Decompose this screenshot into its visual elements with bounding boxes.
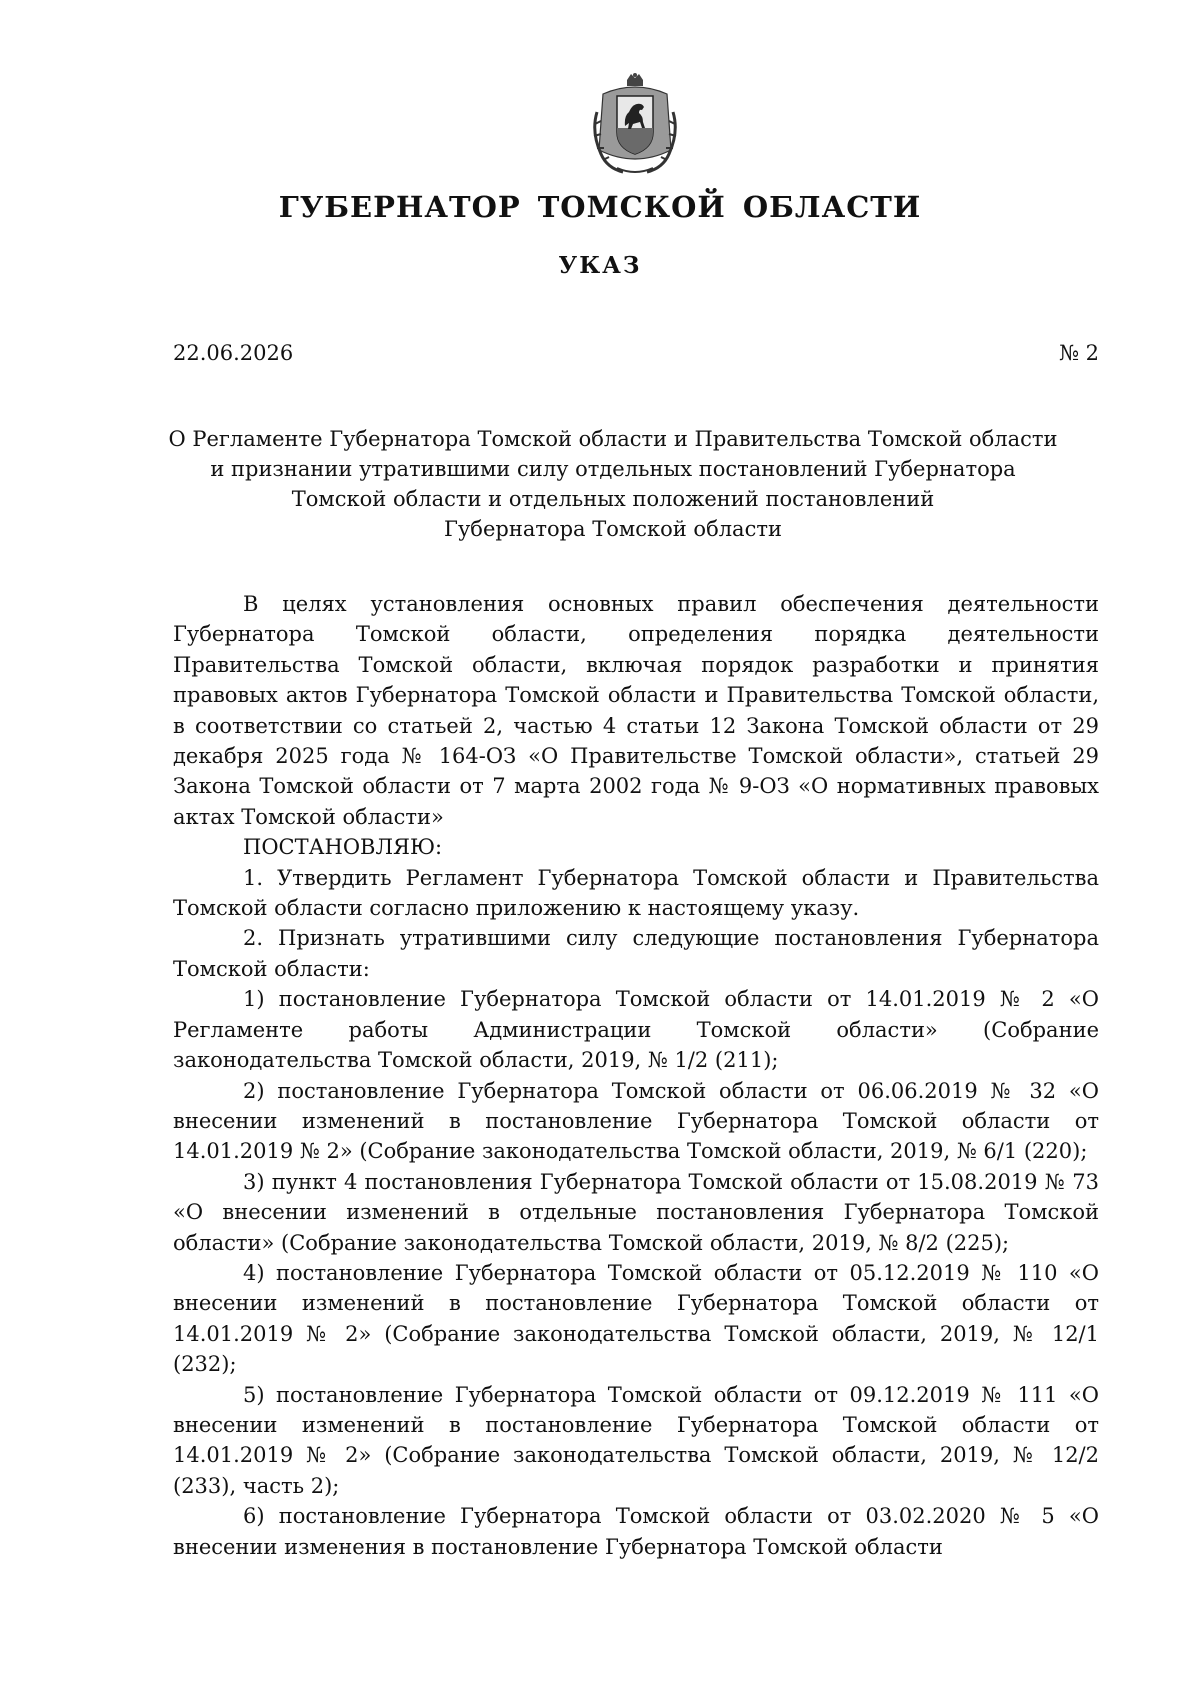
document-subject (150, 424, 1076, 544)
subject-line: и признании утратившими силу отдельных постановлений Губернатора (210, 457, 1016, 481)
document-type: УКАЗ (558, 252, 642, 279)
document-number: № 2 (1059, 341, 1099, 365)
list-item: 2) постановление Губернатора Томской области от 06.06.2019 № 32 «О внесении изменений в постановление Губернатора Томской области от 14.01.2019 № 2» (Собрание законодательства Томской области, 2019, № 6/1 (220); (173, 1078, 1099, 1164)
list-item: 6) постановление Губернатора Томской области от 03.02.2020 № 5 «О внесении изменения в постановление Губернатора Томской области (173, 1504, 1099, 1559)
list-item: 4) постановление Губернатора Томской области от 05.12.2019 № 110 «О внесении изменений в постановление Губернатора Томской области от 14.01.2019 № 2» (Собрание законодательства Томской области, 2019, № 12/1 (232); (173, 1260, 1099, 1377)
subject-line: О Регламенте Губернатора Томской области и Правительства Томской области (168, 427, 1058, 451)
authority-title: ГУБЕРНАТОР ТОМСКОЙ ОБЛАСТИ (278, 190, 922, 224)
document-body (173, 589, 1099, 1562)
list-item: 5) постановление Губернатора Томской области от 09.12.2019 № 111 «О внесении изменений в постановление Губернатора Томской области от 14.01.2019 № 2» (Собрание законодательства Томской области, 2019, № 12/2 (233), часть 2); (173, 1382, 1099, 1498)
decree-word: ПОСТАНОВЛЯЮ: (243, 835, 443, 860)
tomsk-region-coat-of-arms-icon (587, 72, 683, 180)
list-item: 1) постановление Губернатора Томской области от 14.01.2019 № 2 «О Регламенте работы Администрации Томской области» (Собрание законодательства Томской области, 2019, № 1/2 (211); (173, 987, 1099, 1073)
date-number-line (173, 341, 1099, 365)
subject-line: Томской области и отдельных положений постановлений (291, 487, 935, 511)
preamble-paragraph: В целях установления основных правил обеспечения деятельности Губернатора Томской области, определения порядка деятельности Правительства Томской области, включая порядок разработки и принятия правовых актов Губернатора Томской области и Правительства Томской области, в соответствии со статьей 2, частью 4 статьи 12 Закона Томской области от 29 декабря 2025 года № 164-ОЗ «О Правительстве Томской области», статьей 29 Закона Томской области от 7 марта 2002 года № 9-ОЗ «О нормативных правовых актах Томской области» (173, 592, 1099, 829)
clause-1: 1. Утвердить Регламент Губернатора Томской области и Правительства Томской области согласно приложению к настоящему указу. (173, 865, 1099, 921)
list-item: 3) пункт 4 постановления Губернатора Томской области от 15.08.2019 № 73 «О внесении изменений в отдельные постановления Губернатора Томской области» (Собрание законодательства Томской области, 2019, № 8/2 (225); (173, 1169, 1099, 1255)
subject-line: Губернатора Томской области (444, 517, 782, 541)
document-date: 22.06.2026 (173, 341, 294, 365)
clause-2: 2. Признать утратившими силу следующие постановления Губернатора Томской области: (173, 926, 1099, 981)
